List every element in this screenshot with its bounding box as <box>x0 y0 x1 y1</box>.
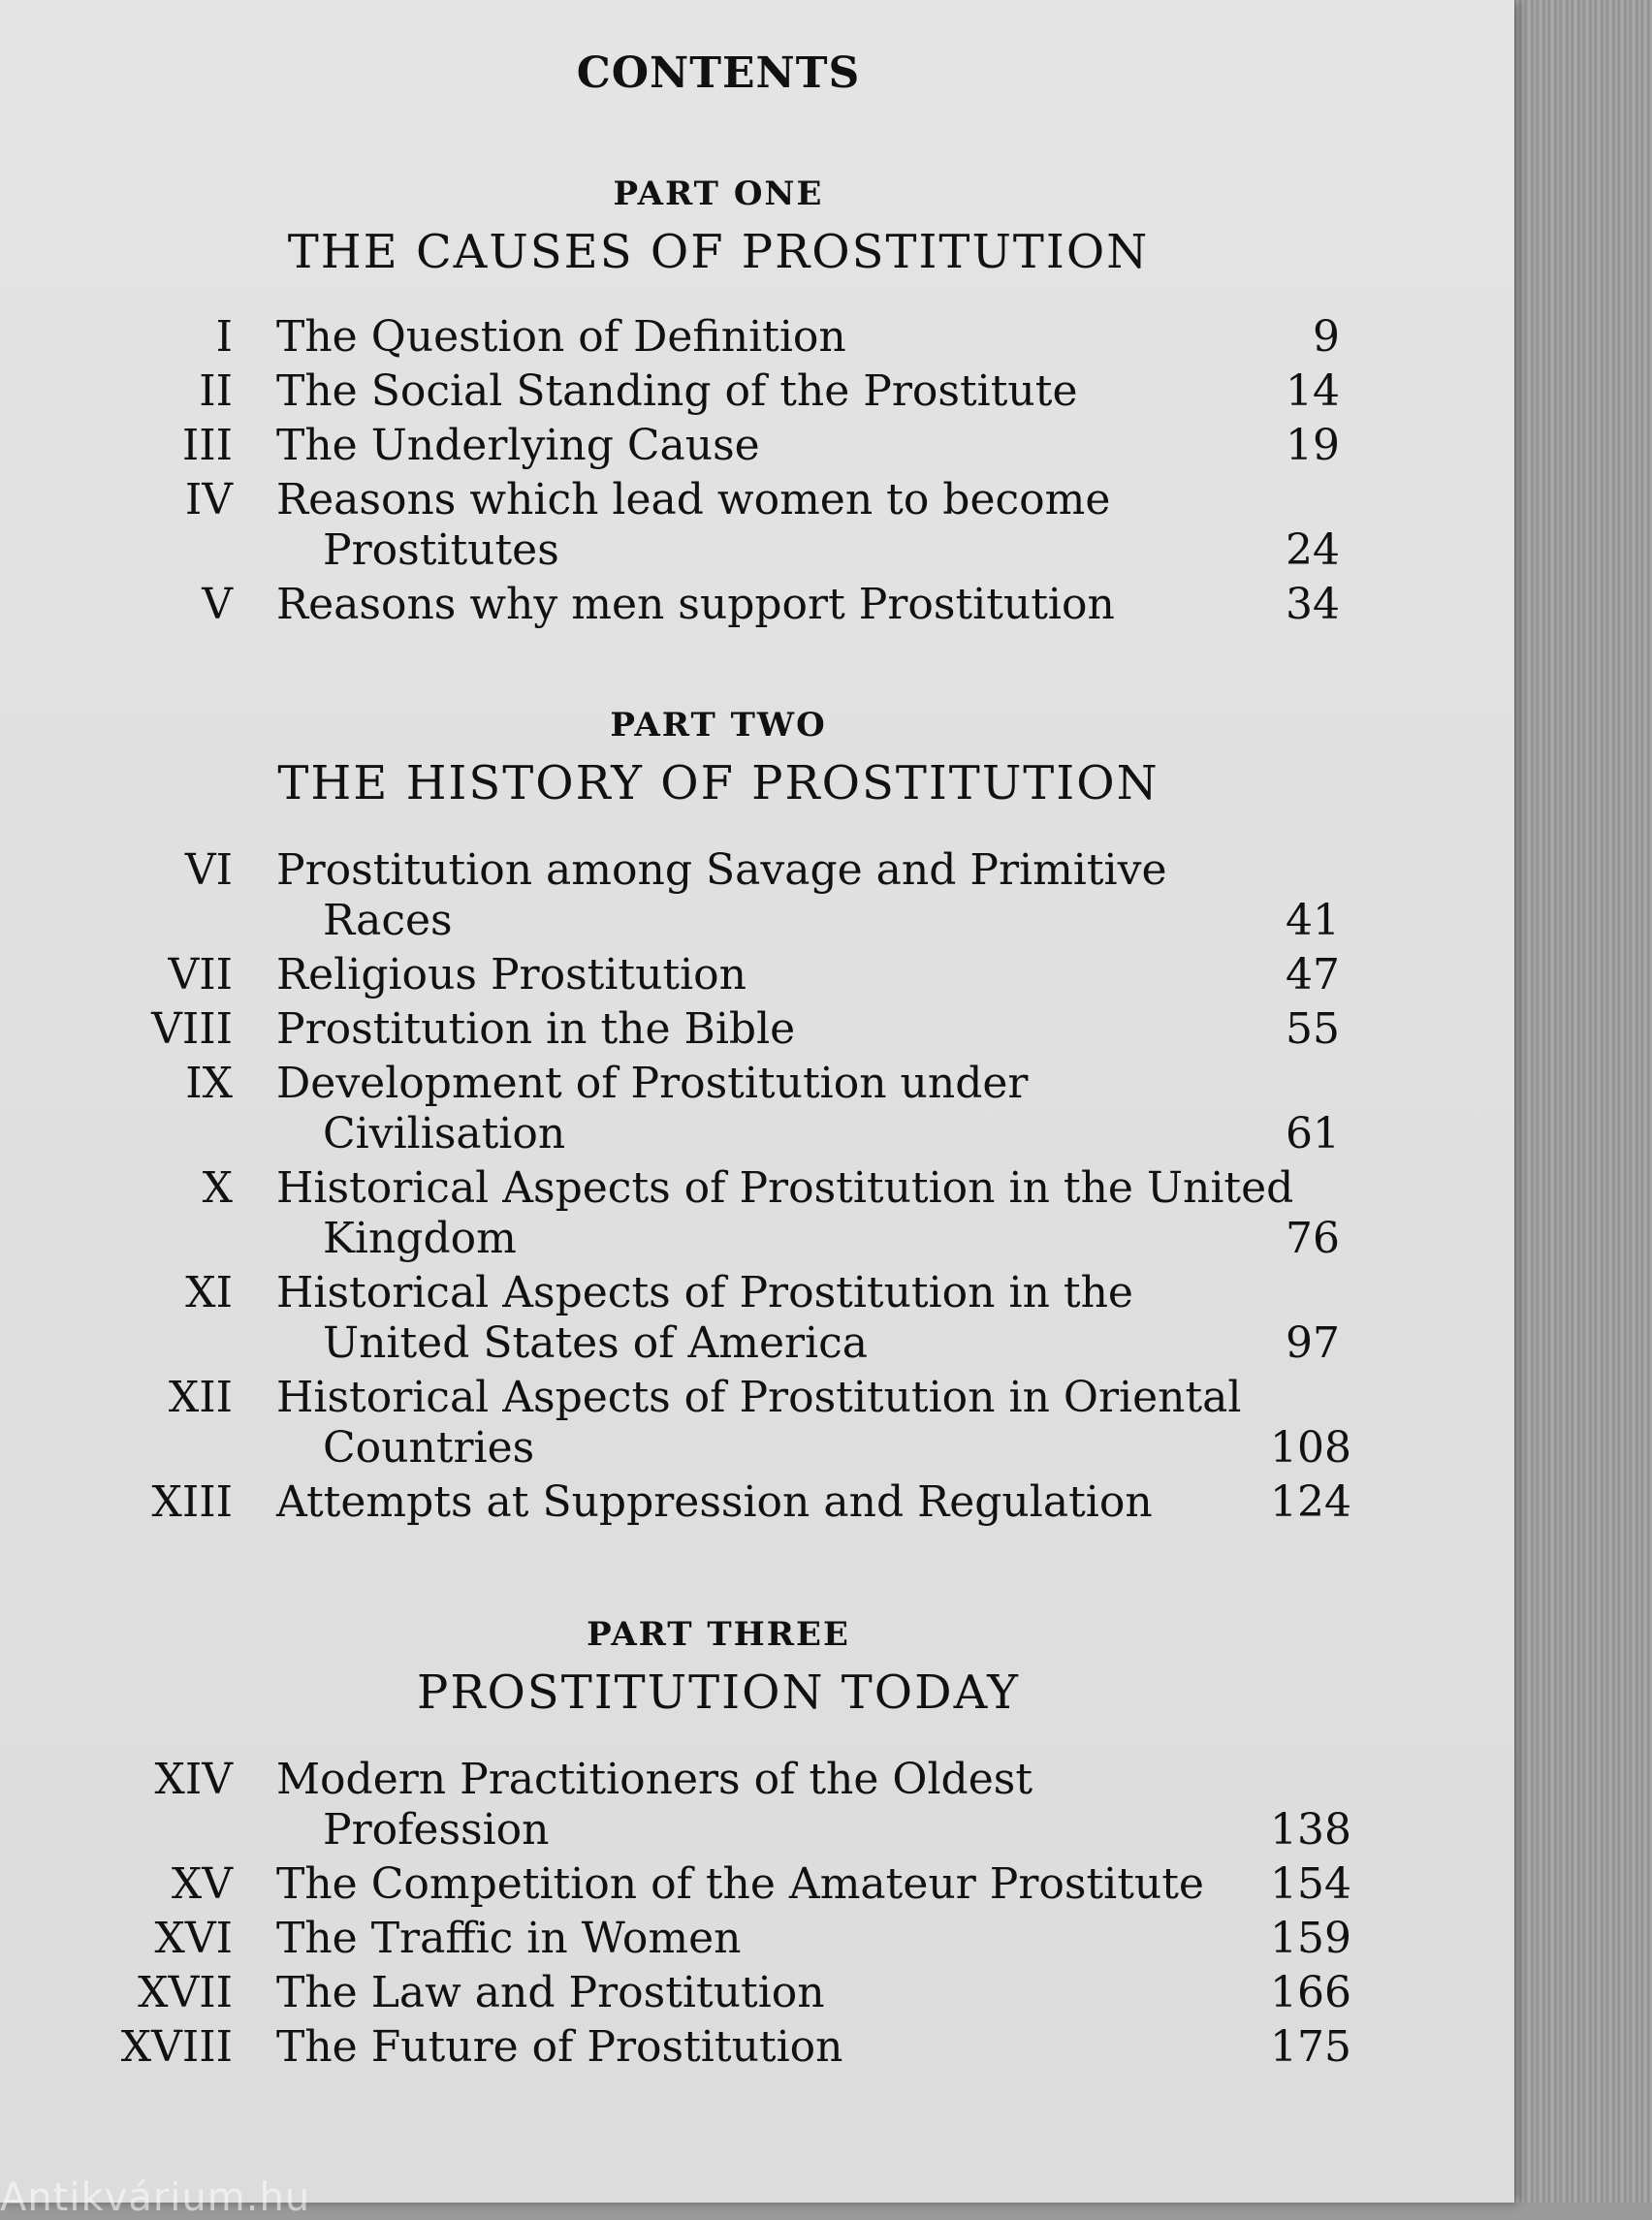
chapter-page: 108 <box>1270 1423 1351 1473</box>
chapter-title: Religious Prostitution <box>276 950 747 999</box>
chapter-numeral: XVII <box>138 1968 233 2017</box>
chapter-title: The Traffic in Women <box>276 1914 742 1963</box>
chapter-title: Reasons why men support Prostitution <box>276 580 1115 629</box>
chapter-numeral: XIV <box>154 1755 233 1804</box>
chapter-title: The Social Standing of the Prostitute <box>276 366 1078 416</box>
chapter-title: The Question of Definition <box>276 312 846 362</box>
part-two-label: PART TWO <box>610 706 827 745</box>
chapter-page: 24 <box>1286 525 1340 575</box>
chapter-numeral: I <box>215 312 233 362</box>
chapter-title: Historical Aspects of Prostitution in the United Kingdom <box>276 1163 1294 1263</box>
chapter-page: 14 <box>1286 366 1340 416</box>
chapter-title: Attempts at Suppression and Regulation <box>276 1477 1153 1527</box>
book-spine-edge <box>1509 0 1652 2203</box>
chapter-numeral: XII <box>168 1373 233 1422</box>
chapter-title: Development of Prostitution under Civilisation <box>276 1059 1029 1158</box>
chapter-page: 124 <box>1270 1477 1351 1527</box>
chapter-title: Historical Aspects of Prostitution in Oriental Countries <box>276 1373 1242 1473</box>
part-one-title: THE CAUSES OF PROSTITUTION <box>287 225 1150 279</box>
chapter-title: Historical Aspects of Prostitution in the United States of America <box>276 1268 1133 1368</box>
chapter-page: 19 <box>1286 421 1340 470</box>
chapter-title: The Underlying Cause <box>276 421 760 470</box>
chapter-numeral: X <box>202 1163 233 1213</box>
chapter-title: Reasons which lead women to become Prostitutes <box>276 475 1111 575</box>
chapter-page: 61 <box>1286 1109 1340 1158</box>
chapter-numeral: IX <box>185 1059 233 1108</box>
chapter-title: The Future of Prostitution <box>276 2022 843 2072</box>
chapter-numeral: XVI <box>154 1914 233 1963</box>
chapter-page: 55 <box>1286 1004 1340 1054</box>
page-title: CONTENTS <box>576 48 861 98</box>
chapter-page: 47 <box>1286 950 1340 999</box>
chapter-numeral: XVIII <box>120 2022 233 2072</box>
chapter-numeral: VIII <box>151 1004 233 1054</box>
chapter-numeral: III <box>181 421 233 470</box>
chapter-numeral: XV <box>171 1859 233 1909</box>
chapter-numeral: II <box>199 366 233 416</box>
chapter-page: 159 <box>1270 1914 1351 1963</box>
watermark-text: Antikvárium.hu <box>0 2175 311 2220</box>
part-one-label: PART ONE <box>613 174 824 213</box>
part-three-title: PROSTITUTION TODAY <box>417 1665 1020 1720</box>
chapter-numeral: XIII <box>151 1477 233 1527</box>
chapter-numeral: IV <box>184 475 233 524</box>
chapter-numeral: XI <box>185 1268 233 1317</box>
chapter-title: Modern Practitioners of the Oldest Profession <box>276 1755 1033 1855</box>
chapter-numeral: VII <box>168 950 233 999</box>
chapter-numeral: VI <box>184 845 233 895</box>
chapter-page: 34 <box>1286 580 1340 629</box>
chapter-title: The Competition of the Amateur Prostitute <box>276 1859 1204 1909</box>
chapter-title: Prostitution in the Bible <box>276 1004 796 1054</box>
chapter-page: 154 <box>1270 1859 1351 1909</box>
chapter-page: 76 <box>1286 1214 1340 1263</box>
chapter-title: The Law and Prostitution <box>276 1968 825 2017</box>
part-two-title: THE HISTORY OF PROSTITUTION <box>277 756 1160 810</box>
chapter-page: 9 <box>1313 312 1340 362</box>
chapter-page: 97 <box>1286 1318 1340 1368</box>
chapter-page: 166 <box>1270 1968 1351 2017</box>
part-three-label: PART THREE <box>587 1615 850 1654</box>
chapter-page: 138 <box>1270 1805 1351 1855</box>
chapter-page: 41 <box>1286 896 1340 945</box>
chapter-numeral: V <box>202 580 233 629</box>
chapter-page: 175 <box>1270 2022 1351 2072</box>
chapter-title: Prostitution among Savage and Primitive Races <box>276 845 1167 945</box>
